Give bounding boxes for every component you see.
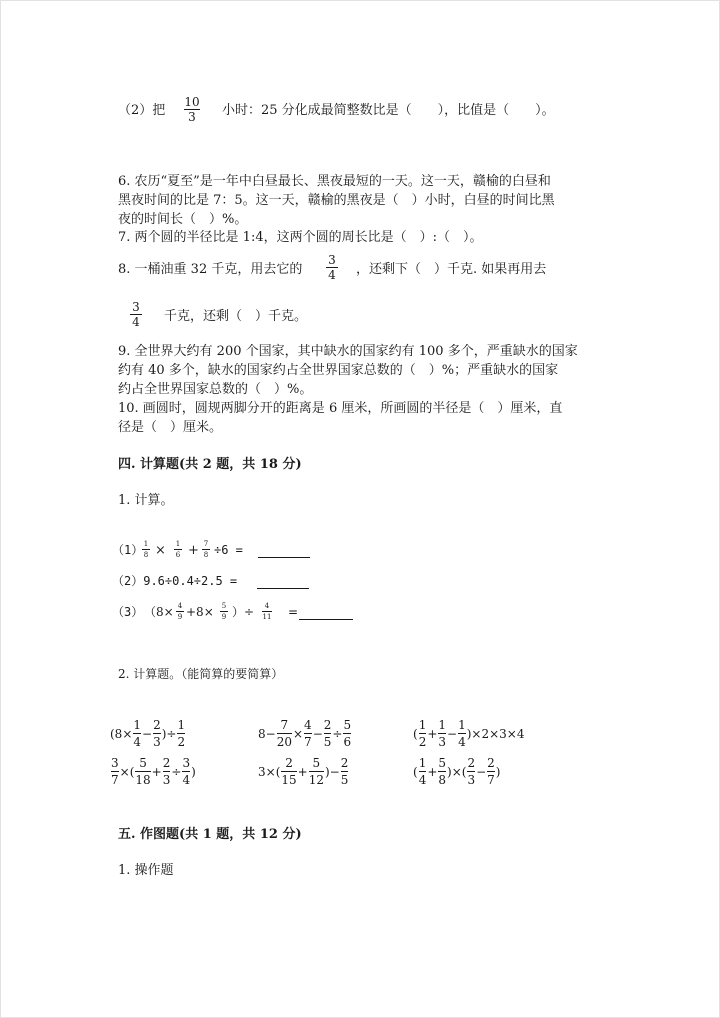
expr-frac — [324, 718, 332, 749]
frac-num: 4 — [177, 602, 183, 610]
frac-bar — [177, 733, 185, 734]
frac-den: 2 — [177, 735, 186, 749]
frac-bar — [174, 549, 182, 550]
expr-text: ( — [413, 764, 418, 779]
frac-den: 4 — [458, 735, 466, 749]
item2-expr: 9.6÷0.4÷2.5 = — [143, 574, 238, 588]
frac-bar — [220, 611, 228, 612]
expr-frac — [277, 718, 292, 749]
expr-text: × — [292, 726, 304, 741]
frac-num: 7 — [203, 540, 209, 548]
frac-den: 4 — [328, 268, 336, 282]
frac-den: 4 — [418, 773, 427, 787]
frac-bar — [309, 771, 324, 772]
calc1-tail: ÷6 = — [214, 543, 243, 557]
calc1-frac1 — [142, 540, 150, 559]
frac-num: 2 — [340, 756, 349, 770]
frac-den: 8 — [143, 551, 149, 559]
frac-num: 5 — [343, 718, 352, 732]
frac-bar — [111, 771, 119, 772]
frac-den: 8 — [438, 773, 447, 787]
calc1-op2: + — [188, 543, 199, 558]
frac-num: 1 — [458, 718, 466, 732]
expr-text: ÷ — [332, 726, 343, 741]
frac-den: 4 — [132, 315, 140, 329]
expr-text: ) — [191, 764, 196, 779]
calc3-close: ）÷ — [232, 605, 255, 619]
frac-den: 2 — [418, 735, 427, 749]
section5-title: 五. 作图题(共 1 题，共 12 分) — [118, 827, 302, 842]
expr-text: ) — [495, 764, 501, 779]
expr-text: − — [447, 726, 458, 741]
frac-bar — [458, 733, 466, 734]
calc1-frac2 — [174, 540, 182, 559]
frac-bar — [142, 549, 150, 550]
frac-num: 4 — [304, 718, 312, 732]
frac-bar — [343, 733, 351, 734]
frac-num: 5 — [221, 602, 227, 610]
frac-num: 1 — [177, 718, 186, 732]
frac-den: 3 — [438, 735, 447, 749]
expr-frac — [153, 718, 161, 749]
expr-frac — [177, 718, 185, 749]
frac-bar — [467, 771, 475, 772]
expr-2 — [258, 718, 352, 749]
expr-text: − — [142, 726, 153, 741]
frac-bar — [163, 771, 171, 772]
frac-bar — [341, 771, 349, 772]
expr-text: 8− — [258, 726, 276, 741]
q7-text: 7. 两个圆的半径比是 1:4，这两个圆的周长比是（ ）:（ ）。 — [118, 230, 483, 245]
q8-text-end: 千克，还剩（ ）千克。 — [164, 309, 308, 324]
expr-1 — [110, 718, 186, 749]
frac-bar — [438, 771, 446, 772]
frac-bar — [202, 549, 210, 550]
q6-line1: 6. 农历“夏至”是一年中白昼最长、黑夜最短的一天。这一天，赣榆的白昼和 — [118, 174, 551, 189]
frac-num: 2 — [487, 756, 495, 770]
expr-frac — [163, 756, 171, 787]
section4-q2-label: 2. 计算题。（能简算的要简算） — [118, 667, 284, 681]
expr-text: − — [476, 764, 487, 779]
calc1-answer-blank[interactable] — [258, 545, 310, 558]
q5-2-prefix: （2）把 — [118, 103, 166, 118]
frac-num: 3 — [328, 253, 336, 267]
section4-title: 四. 计算题(共 2 题，共 18 分) — [118, 457, 302, 472]
expr-text: )÷ — [161, 726, 177, 741]
frac-bar — [133, 733, 141, 734]
frac-num: 2 — [323, 718, 332, 732]
item-label: （2） — [112, 574, 144, 588]
expr-frac — [419, 756, 427, 787]
frac-den: 20 — [276, 735, 292, 749]
frac-den: 6 — [343, 735, 352, 749]
calc-item2 — [112, 573, 237, 590]
expr-4 — [110, 756, 196, 787]
expr-frac — [343, 718, 351, 749]
calc3-frac3 — [262, 602, 272, 621]
frac-num: 7 — [280, 718, 289, 732]
expr-frac — [458, 718, 466, 749]
frac-num: 1 — [418, 718, 427, 732]
frac-bar — [304, 733, 312, 734]
frac-bar — [153, 733, 161, 734]
expr-text: )− — [325, 764, 340, 779]
frac-num: 2 — [467, 756, 476, 770]
expr-frac — [419, 718, 427, 749]
expr-frac — [341, 756, 349, 787]
frac-den: 9 — [177, 613, 183, 621]
expr-text: )×( — [447, 764, 467, 779]
q10-line1: 10. 画圆时，圆规两脚分开的距离是 6 厘米，所画圆的半径是（ ）厘米，直 — [118, 401, 563, 416]
calc3-frac1 — [176, 602, 184, 621]
frac-den: 6 — [175, 551, 181, 559]
expr-text: 3×( — [258, 764, 281, 779]
frac-num: 1 — [438, 718, 447, 732]
frac-num: 2 — [285, 756, 293, 770]
frac-bar — [419, 771, 427, 772]
expr-frac — [111, 756, 119, 787]
frac-den: 7 — [111, 773, 119, 787]
frac-den: 5 — [340, 773, 349, 787]
frac-den: 3 — [467, 773, 476, 787]
frac-bar — [438, 733, 446, 734]
expr-frac — [304, 718, 312, 749]
calc3-frac2 — [220, 602, 228, 621]
expr-frac — [133, 718, 141, 749]
frac-den: 18 — [135, 773, 151, 787]
frac-den: 3 — [153, 735, 161, 749]
frac-num: 2 — [153, 718, 161, 732]
frac-num: 1 — [133, 718, 142, 732]
calc3-eq: = — [288, 605, 299, 619]
section4-q1-label: 1. 计算。 — [118, 493, 174, 508]
frac-den: 7 — [487, 773, 495, 787]
frac-bar — [182, 771, 190, 772]
frac-num: 3 — [132, 300, 140, 314]
q10-line2: 径是（ ）厘米。 — [118, 420, 223, 435]
calc1-frac3 — [202, 540, 210, 559]
calc3-answer-blank[interactable] — [299, 607, 353, 620]
frac-num: 1 — [418, 756, 427, 770]
q9-line1: 9. 全世界大约有 200 个国家，其中缺水的国家约有 100 多个，严重缺水的国家 — [118, 344, 578, 359]
q6-line2: 黑夜时间的比是 7：5。这一天，赣榆的黑夜是（ ）小时，白昼的时间比黑 — [118, 193, 555, 208]
expr-frac — [467, 756, 475, 787]
frac-bar — [487, 771, 495, 772]
q8-prefix: 8. 一桶油重 32 千克，用去它的 — [118, 262, 303, 277]
expr-frac — [487, 756, 495, 787]
expr-frac — [438, 718, 446, 749]
expr-text: − — [312, 726, 323, 741]
calc3-open: （8× — [144, 605, 174, 619]
frac-bar — [324, 733, 332, 734]
expr-frac — [309, 756, 324, 787]
frac-num: 2 — [162, 756, 171, 770]
frac-num: 1 — [143, 540, 149, 548]
expr-text: (8× — [110, 726, 133, 741]
frac-bar — [135, 771, 150, 772]
frac-num: 4 — [264, 602, 270, 610]
frac-bar — [277, 733, 292, 734]
expr-5 — [258, 756, 349, 787]
q5-2-text: 小时：25 分化成最简整数比是（ ），比值是（ ）。 — [222, 103, 555, 118]
frac-bar — [281, 771, 296, 772]
expr-text: + — [297, 764, 308, 779]
calc3-mid: +8× — [186, 605, 214, 619]
frac-bar — [419, 733, 427, 734]
q8-fraction — [326, 254, 338, 281]
frac-den: 9 — [221, 613, 227, 621]
q9-line3: 约占全世界国家总数的（ ）%。 — [118, 382, 313, 397]
frac-den: 12 — [308, 773, 324, 787]
q9-line2: 约有 40 多个，缺水的国家约占全世界国家总数的（ ）%；严重缺水的国家 — [118, 363, 559, 378]
frac-num: 5 — [438, 756, 447, 770]
frac-num: 1 — [175, 540, 181, 548]
expr-frac — [438, 756, 446, 787]
frac-num: 10 — [184, 95, 200, 109]
q6-line3: 夜的时间长（ ）%。 — [118, 212, 248, 227]
frac-num: 5 — [312, 756, 321, 770]
frac-den: 7 — [304, 735, 312, 749]
expr-text: ( — [413, 726, 418, 741]
calc1-op1: × — [155, 543, 166, 558]
q8-fraction-2 — [130, 301, 142, 328]
expr-frac — [182, 756, 190, 787]
frac-den: 5 — [323, 735, 332, 749]
q5-2-fraction — [184, 96, 200, 123]
expr-frac — [281, 756, 296, 787]
expr-3 — [413, 718, 524, 749]
calc2-answer-blank[interactable] — [257, 576, 309, 589]
frac-den: 4 — [182, 773, 191, 787]
frac-den: 8 — [203, 551, 209, 559]
expr-text: + — [151, 764, 162, 779]
frac-den: 4 — [133, 735, 142, 749]
calc3-label: （3） — [112, 605, 144, 619]
expr-text: ÷ — [171, 764, 182, 779]
item-label: （1） — [112, 543, 144, 557]
calc-item1 — [112, 542, 143, 559]
expr-text: ×( — [119, 764, 135, 779]
frac-bar — [262, 611, 272, 612]
frac-den: 11 — [262, 613, 272, 621]
frac-num: 3 — [111, 756, 119, 770]
frac-den: 3 — [188, 110, 196, 124]
frac-bar — [176, 611, 184, 612]
expr-text: + — [427, 726, 438, 741]
expr-text: )×2×3×4 — [466, 726, 525, 741]
expr-text: + — [427, 764, 438, 779]
frac-den: 15 — [281, 773, 297, 787]
frac-num: 5 — [139, 756, 147, 770]
q8-text-after: ，还剩下（ ）千克. 如果再用去 — [356, 262, 547, 277]
expr-6 — [413, 756, 500, 787]
frac-den: 3 — [162, 773, 171, 787]
expr-frac — [135, 756, 150, 787]
section5-q1-label: 1. 操作题 — [118, 863, 174, 878]
frac-num: 3 — [182, 756, 191, 770]
